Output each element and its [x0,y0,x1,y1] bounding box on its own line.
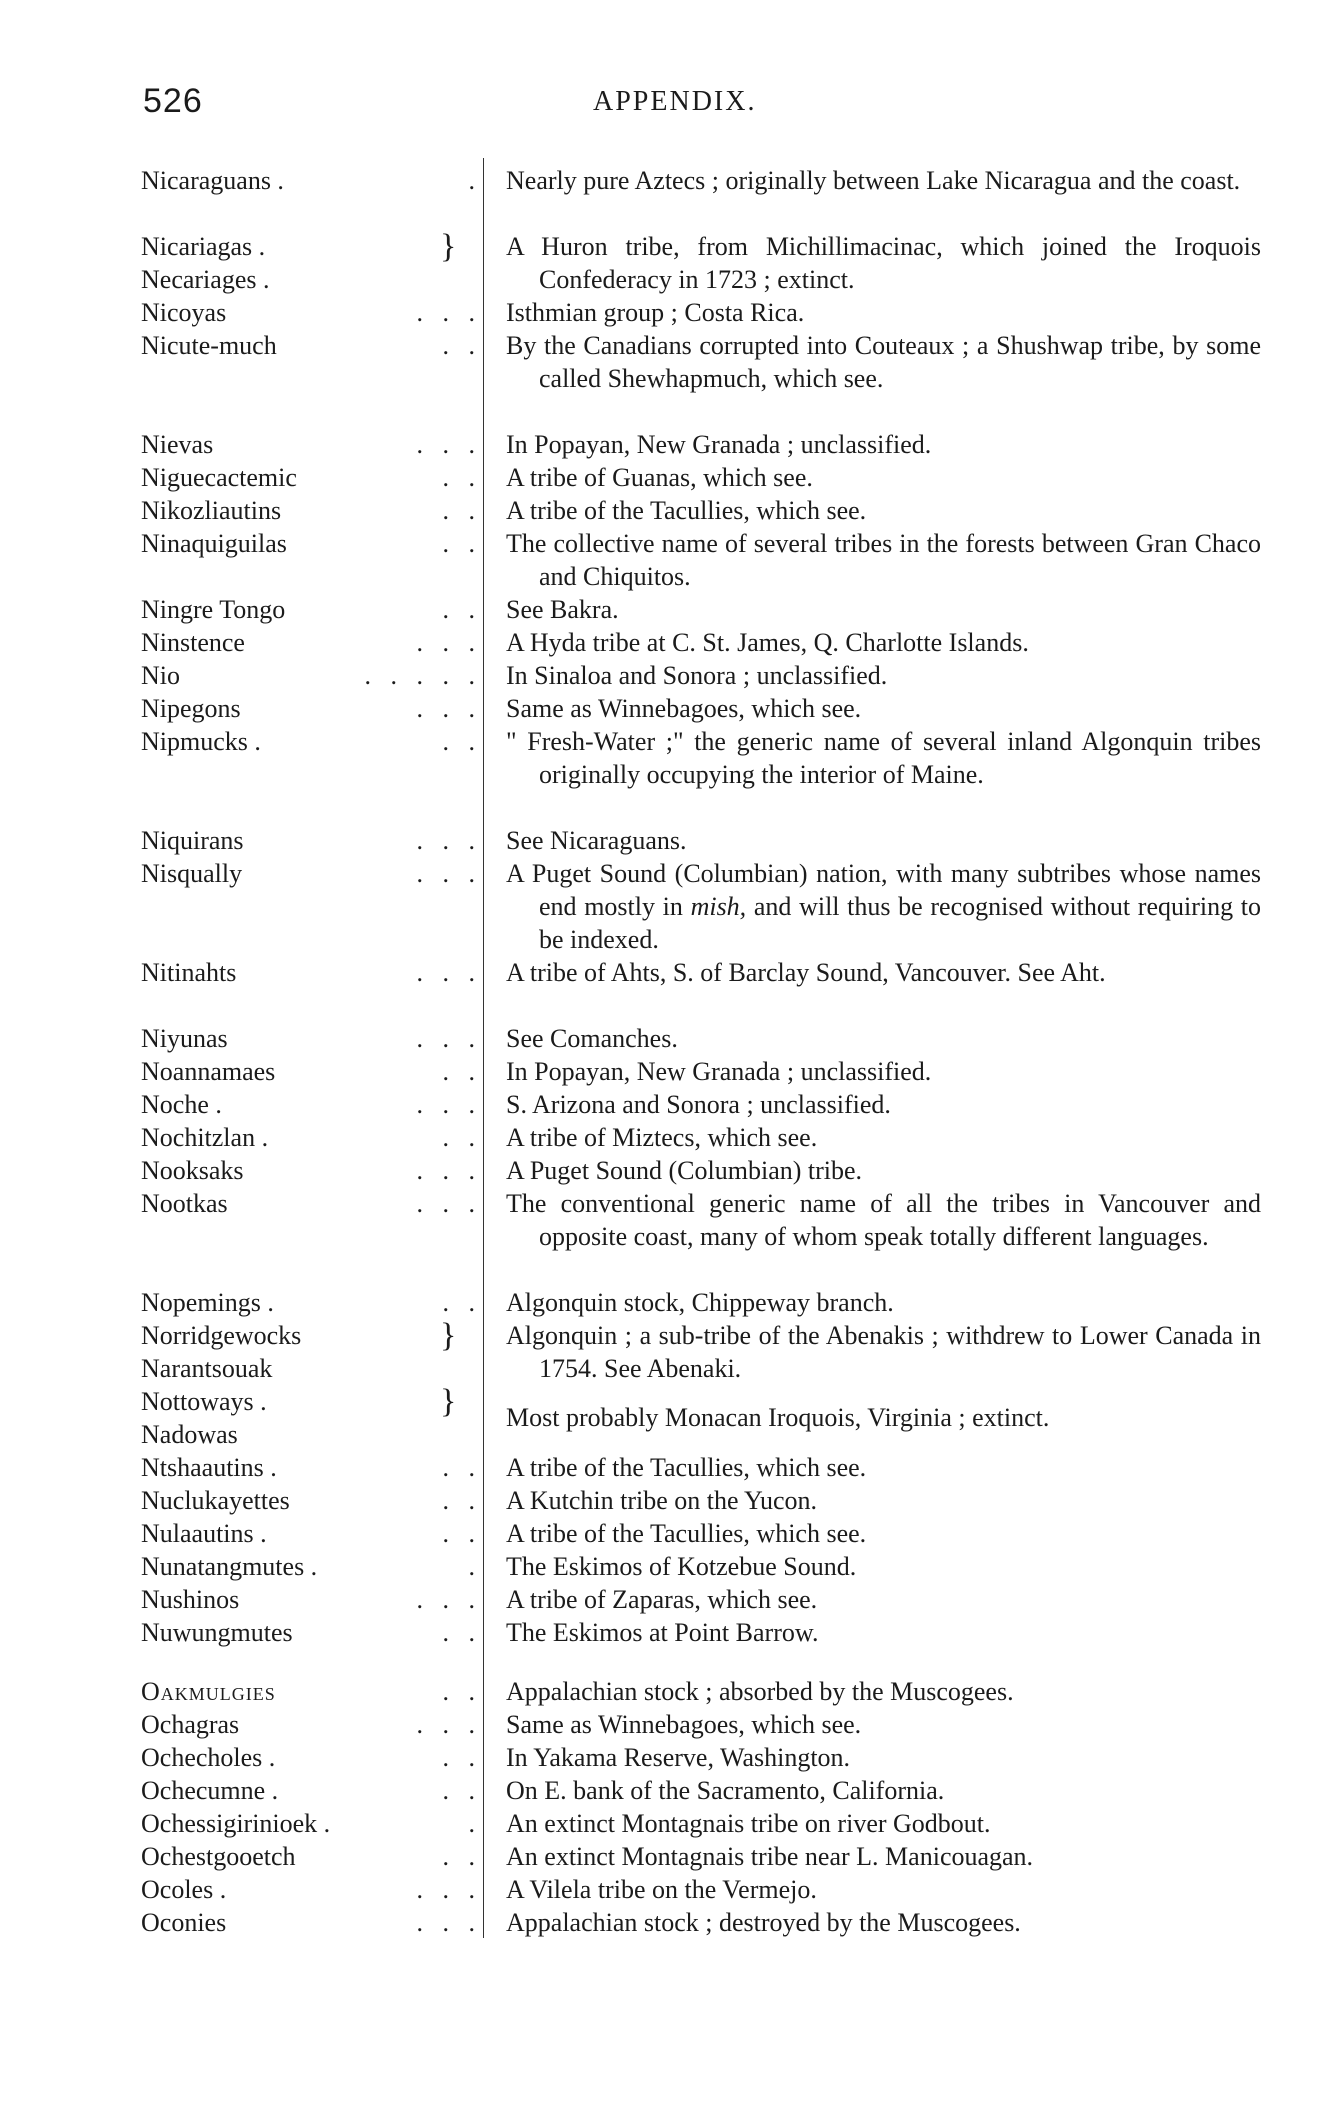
leader-dots: . . [442,1677,475,1706]
entry-name: Nootkas [141,1189,228,1218]
entry-name: Nisqually [141,859,243,888]
entry-name: Ntshaautins . [141,1453,277,1482]
leader-dots: . . . [416,1024,475,1053]
entry-name: Ochecholes . [141,1743,276,1772]
entry-description: See Comanches. [506,1024,678,1053]
entry-description: Appalachian stock ; destroyed by the Muscogees. [506,1908,1021,1937]
page-number: 526 [143,82,203,120]
entry-description: The Eskimos at Point Barrow. [506,1618,819,1647]
entry-description: In Popayan, New Granada ; unclassified. [506,1057,932,1086]
leader-dots: . . . [416,1585,475,1614]
entry-description: A Puget Sound (Columbian) nation, with many subtribes whose names end mostly in mish, and will thus be recognised without requiring to be indexed. [506,859,1261,954]
leader-dots: . . . [416,1090,475,1119]
entry-name: Nushinos [141,1585,240,1614]
leader-dots: . . . . . [364,661,475,690]
leader-dots: . . [442,1123,475,1152]
leader-dots: . . [442,1842,475,1871]
entry-description: Nearly pure Aztecs ; originally between Lake Nicaragua and the coast. [506,166,1241,195]
entry-description: By the Canadians corrupted into Couteaux ; a Shushwap tribe, by some called Shewhapmuch, which see. [506,331,1261,393]
entry-name: Ocoles . [141,1875,227,1904]
leader-dots: . . [442,1453,475,1482]
entry-name: Niguecactemic [141,463,297,492]
entry-name: Nio [141,661,180,690]
entry-description: Same as Winnebagoes, which see. [506,694,862,723]
leader-dots: . . . [416,430,475,459]
entry-name: Niyunas [141,1024,228,1053]
leader-dots: . . . [416,628,475,657]
leader-dots: . . [442,331,475,360]
entry-description: A Huron tribe, from Michillimacinac, which joined the Iroquois Confederacy in 1723 ; extinct. [506,232,1261,294]
entry-name: Nipegons [141,694,241,723]
entry-name: Nulaautins . [141,1519,267,1548]
entry-name: Ninaquiguilas [141,529,287,558]
entry-name: Nikozliautins [141,496,282,525]
entry-name: Ninstence [141,628,245,657]
entry-description: In Sinaloa and Sonora ; unclassified. [506,661,888,690]
entry-description: In Popayan, New Granada ; unclassified. [506,430,932,459]
entry-description: Algonquin ; a sub-tribe of the Abenakis ; withdrew to Lower Canada in 1754. See Abenaki. [506,1321,1261,1383]
entry-description: A tribe of the Tacullies, which see. [506,1519,867,1548]
entry-description: A tribe of Ahts, S. of Barclay Sound, Vancouver. See Aht. [506,958,1106,987]
entry-name: Nitinahts [141,958,237,987]
entry-description: The Eskimos of Kotzebue Sound. [506,1552,857,1581]
entry-description: Same as Winnebagoes, which see. [506,1710,862,1739]
entry-description: A tribe of Miztecs, which see. [506,1123,818,1152]
entry-name: Niquirans [141,826,244,855]
entry-description: Appalachian stock ; absorbed by the Muscogees. [506,1677,1014,1706]
entry-name: Nopemings . [141,1288,274,1317]
leader-dots: . . . [416,298,475,327]
entry-description: The conventional generic name of all the tribes in Vancouver and opposite coast, many of whom speak totally different languages. [506,1189,1261,1251]
entry-description: Algonquin stock, Chippeway branch. [506,1288,894,1317]
leader-dots: . . . [416,1189,475,1218]
entry-name: Oconies [141,1908,227,1937]
entry-description: In Yakama Reserve, Washington. [506,1743,851,1772]
entry-description: An extinct Montagnais tribe near L. Manicouagan. [506,1842,1034,1871]
entry-name: Nuclukayettes [141,1486,290,1515]
entry-name: Nicaraguans . [141,166,284,195]
leader-dots: . . [442,1743,475,1772]
leader-dots: . . . [416,694,475,723]
entry-description: Most probably Monacan Iroquois, Virginia ; extinct. [506,1403,1050,1432]
entry-name: Nuwungmutes [141,1618,293,1647]
leader-dots: . . . [416,826,475,855]
entry-name: Noannamaes [141,1057,276,1086]
entry-description: A tribe of Zaparas, which see. [506,1585,818,1614]
entry-name: Nicoyas [141,298,227,327]
entry-name: Ochagras [141,1710,240,1739]
leader-dots: . . [442,595,475,624]
leader-dots: . . . [416,1710,475,1739]
entry-name: Necariages . [141,265,270,294]
entry-name: Oakmulgies [141,1677,276,1706]
leader-dots: . [468,166,475,195]
entry-description: An extinct Montagnais tribe on river Godbout. [506,1809,991,1838]
entry-description: Isthmian group ; Costa Rica. [506,298,805,327]
running-title: APPENDIX. [593,86,757,117]
entry-name: Narantsouak [141,1354,273,1383]
leader-dots: . . [442,463,475,492]
leader-dots: . . . [416,958,475,987]
leader-dots: . . [442,1057,475,1086]
entry-name: Norridgewocks [141,1321,302,1350]
leader-dots: . . [442,496,475,525]
leader-dots: . [468,1809,475,1838]
leader-dots: . . . [416,1908,475,1937]
leader-dots: . . [442,529,475,558]
entry-description: See Nicaraguans. [506,826,687,855]
entry-name: Ochecumne . [141,1776,279,1805]
entry-name: Nottoways . [141,1387,267,1416]
entry-description: " Fresh-Water ;" the generic name of several inland Algonquin tribes originally occupying the interior of Maine. [506,727,1261,789]
entry-description: A tribe of the Tacullies, which see. [506,496,867,525]
entry-description: S. Arizona and Sonora ; unclassified. [506,1090,891,1119]
entry-description: A Hyda tribe at C. St. James, Q. Charlotte Islands. [506,628,1029,657]
leader-dots: . . [442,1618,475,1647]
entry-name: Ningre Tongo [141,595,286,624]
entry-description: A tribe of the Tacullies, which see. [506,1453,867,1482]
entry-name: Nunatangmutes . [141,1552,318,1581]
entry-description: See Bakra. [506,595,619,624]
entry-name: Ochestgooetch [141,1842,296,1871]
leader-dots: . . [442,1519,475,1548]
entry-description: On E. bank of the Sacramento, California. [506,1776,945,1805]
entry-description: A Puget Sound (Columbian) tribe. [506,1156,863,1185]
leader-dots: . [468,1552,475,1581]
entry-name: Nicariagas . [141,232,266,261]
entry-name: Nievas [141,430,214,459]
entry-description: A tribe of Guanas, which see. [506,463,813,492]
entry-description: A Kutchin tribe on the Yucon. [506,1486,817,1515]
leader-dots: . . . [416,1875,475,1904]
entry-name: Nicute-much [141,331,277,360]
entry-description: The collective name of several tribes in the forests between Gran Chaco and Chiquitos. [506,529,1261,591]
entry-name: Ochessigirinioek . [141,1809,331,1838]
leader-dots: . . . [416,1156,475,1185]
leader-dots: . . [442,727,475,756]
entry-description: A Vilela tribe on the Vermejo. [506,1875,817,1904]
brace-icon: } [440,1317,457,1354]
leader-dots: . . [442,1288,475,1317]
leader-dots: . . [442,1776,475,1805]
entry-name: Nipmucks . [141,727,261,756]
entry-name: Noche . [141,1090,222,1119]
entry-name: Nooksaks [141,1156,244,1185]
leader-dots: . . [442,1486,475,1515]
entry-name: Nochitzlan . [141,1123,269,1152]
entry-name: Nadowas [141,1420,238,1449]
brace-icon: } [440,1383,457,1420]
leader-dots: . . . [416,859,475,888]
brace-icon: } [440,228,457,265]
